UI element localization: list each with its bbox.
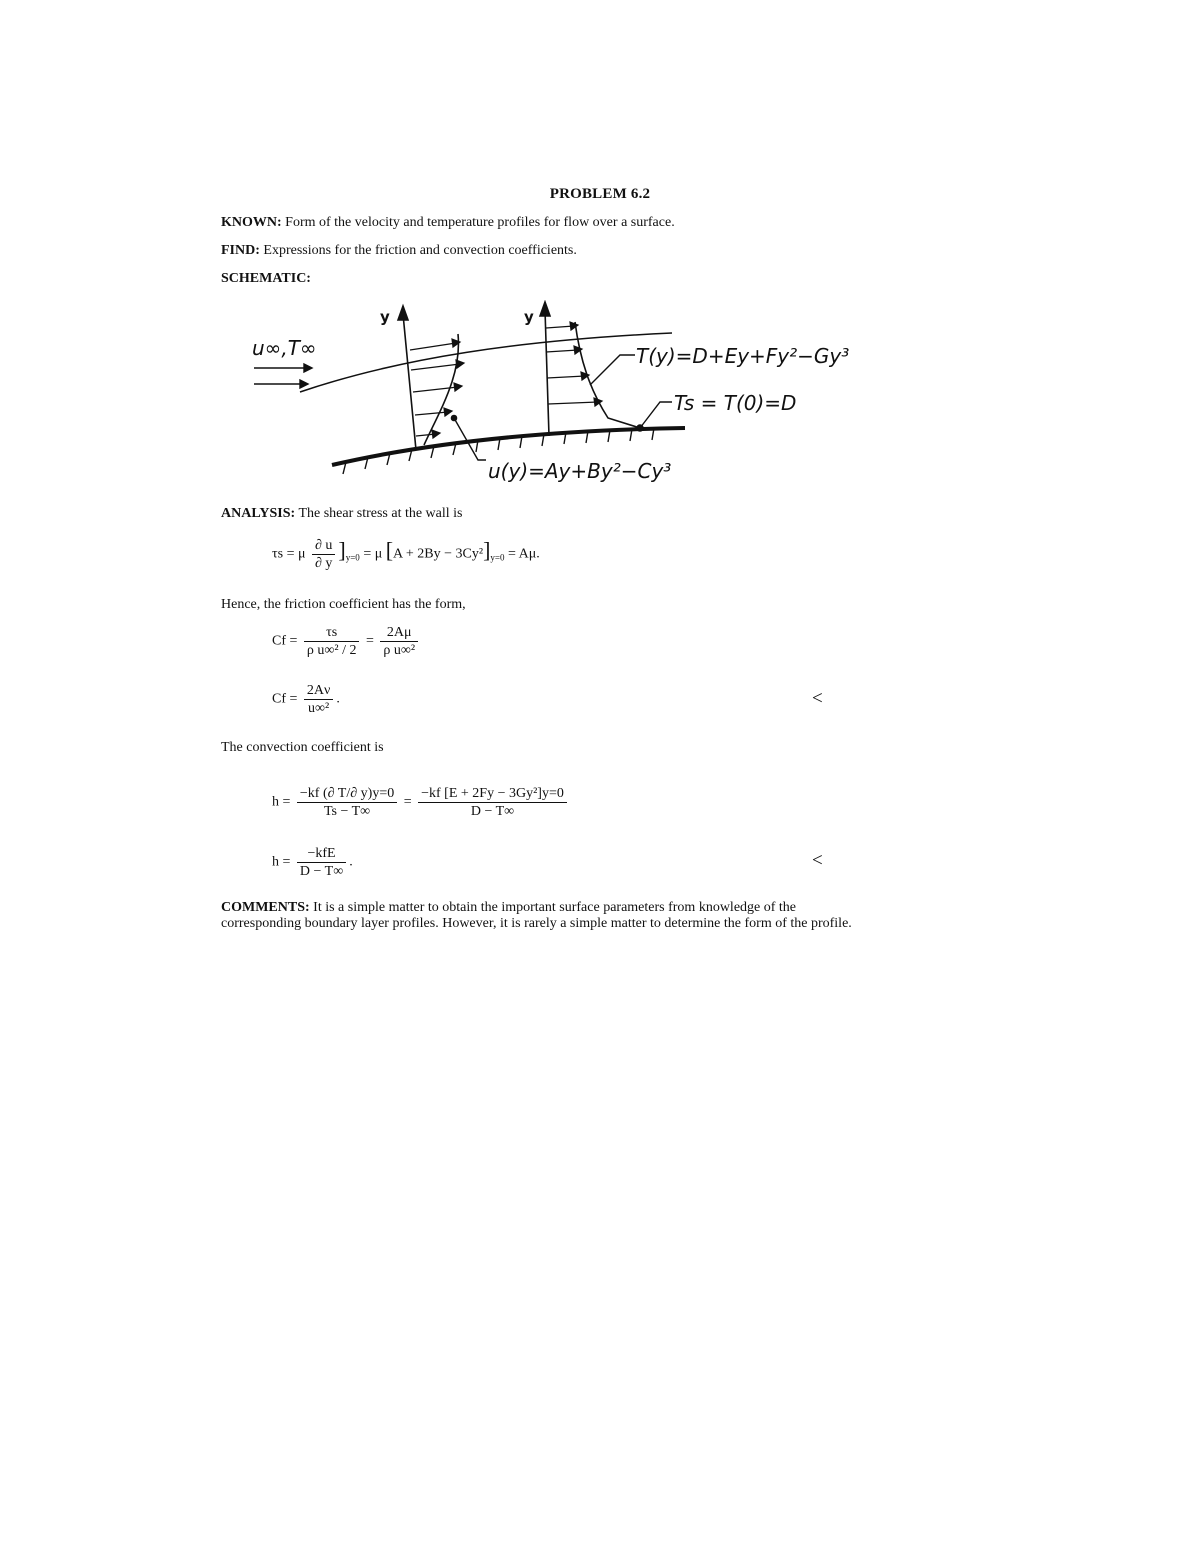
- cf1-num1: τs: [326, 625, 338, 640]
- hence-text: Hence, the friction coefficient has the form,: [221, 597, 466, 612]
- freestream-arrows: [254, 364, 312, 388]
- freestream-label: u∞,T∞: [252, 336, 317, 360]
- h1-eq: =: [403, 794, 412, 810]
- cf1-lhs: Cf =: [272, 633, 298, 649]
- comments-label: COMMENTS:: [221, 900, 310, 915]
- h2-den: D − T∞: [297, 862, 346, 880]
- cf1-den2: ρ u∞²: [380, 641, 418, 659]
- known-label: KNOWN:: [221, 215, 282, 230]
- cf1-num2: 2Aμ: [386, 625, 412, 640]
- tau-eval: y=0: [345, 552, 360, 563]
- tau-mid: = μ: [363, 546, 383, 562]
- h1-lhs: h =: [272, 794, 291, 810]
- known-line: [221, 215, 675, 231]
- h2-num: −kfE: [307, 846, 336, 861]
- analysis-text: The shear stress at the wall is: [298, 506, 463, 521]
- problem-title: PROBLEM 6.2: [549, 186, 651, 202]
- cf2-den: u∞²: [304, 699, 333, 717]
- known-text: Form of the velocity and temperature profiles for flow over a surface.: [285, 215, 675, 230]
- schematic-figure: [240, 300, 880, 490]
- answer-mark-h: <: [812, 850, 823, 871]
- find-label: FIND:: [221, 243, 260, 258]
- find-text: Expressions for the friction and convection coefficients.: [263, 243, 577, 258]
- tau-rhs: = Aμ.: [507, 546, 540, 562]
- analysis-label: ANALYSIS:: [221, 506, 296, 521]
- velocity-profile-label: u(y)=Ay+By²−Cy³: [488, 459, 672, 483]
- schematic-label: SCHEMATIC:: [221, 271, 311, 286]
- h1-den1: Ts − T∞: [297, 802, 397, 820]
- y-axis-label-1: y: [380, 308, 390, 326]
- schematic-line: [221, 271, 311, 287]
- h2-lhs: h =: [272, 854, 291, 870]
- temperature-leader: [590, 355, 635, 385]
- tau-lhs: τs = μ: [272, 546, 306, 562]
- friction-coefficient-equation-2: Cf = $\frac{2A\nu}{\text{u∞²}}$ .: [272, 683, 340, 716]
- convection-text: The convection coefficient is: [221, 740, 384, 755]
- temperature-profile-group: [540, 302, 643, 436]
- h1-num2: −kf [E + 2Fy − 3Gy²]y=0: [421, 786, 564, 801]
- cf2-num: 2Aν: [306, 683, 331, 698]
- surface-temperature-label: Ts = T(0)=D: [674, 391, 797, 415]
- find-line: [221, 243, 577, 259]
- answer-mark-cf: <: [812, 688, 823, 709]
- velocity-profile-group: [398, 306, 464, 450]
- tau-derivative: [312, 537, 335, 572]
- h1-num1: −kf (∂ T/∂ y)y=0: [299, 786, 395, 801]
- tau-bracket: A + 2By − 3Cy²: [393, 546, 484, 562]
- shear-stress-equation: τs = μ $\frac{\partial u}{\partial y}$ ]$_{y=0} = \mu$ $[A + 2By - 3Cy^2]_{y=0} = A\mu$.: [272, 537, 540, 571]
- cf2-lhs: Cf =: [272, 691, 298, 707]
- convection-line: [221, 740, 384, 756]
- h1-den2: D − T∞: [418, 802, 567, 820]
- convection-coefficient-equation-2: h = $\frac{\text{−kfE}}{D - T\infty}$ .: [272, 846, 353, 879]
- cf1-eq: =: [365, 633, 374, 649]
- cf1-den1: ρ u∞² / 2: [304, 641, 360, 659]
- analysis-line: [221, 506, 463, 522]
- temperature-profile-label: T(y)=D+Ey+Fy²−Gy³: [636, 344, 850, 368]
- boundary-layer-edge: [300, 333, 672, 392]
- comments-paragraph: [221, 900, 861, 932]
- friction-coefficient-equation-1: [272, 624, 421, 659]
- comments-text: It is a simple matter to obtain the important surface parameters from knowledge of the corresponding boundary layer profiles. However, it is rarely a simple matter to determine the form of the profile.: [221, 900, 852, 931]
- hence-line: [221, 597, 466, 613]
- surface-temp-leader: [640, 402, 672, 428]
- tau-den: ∂ y: [312, 554, 335, 572]
- tau-num: ∂ u: [314, 538, 333, 553]
- convection-coefficient-equation-1: [272, 785, 570, 820]
- y-axis-label-2: y: [524, 308, 534, 326]
